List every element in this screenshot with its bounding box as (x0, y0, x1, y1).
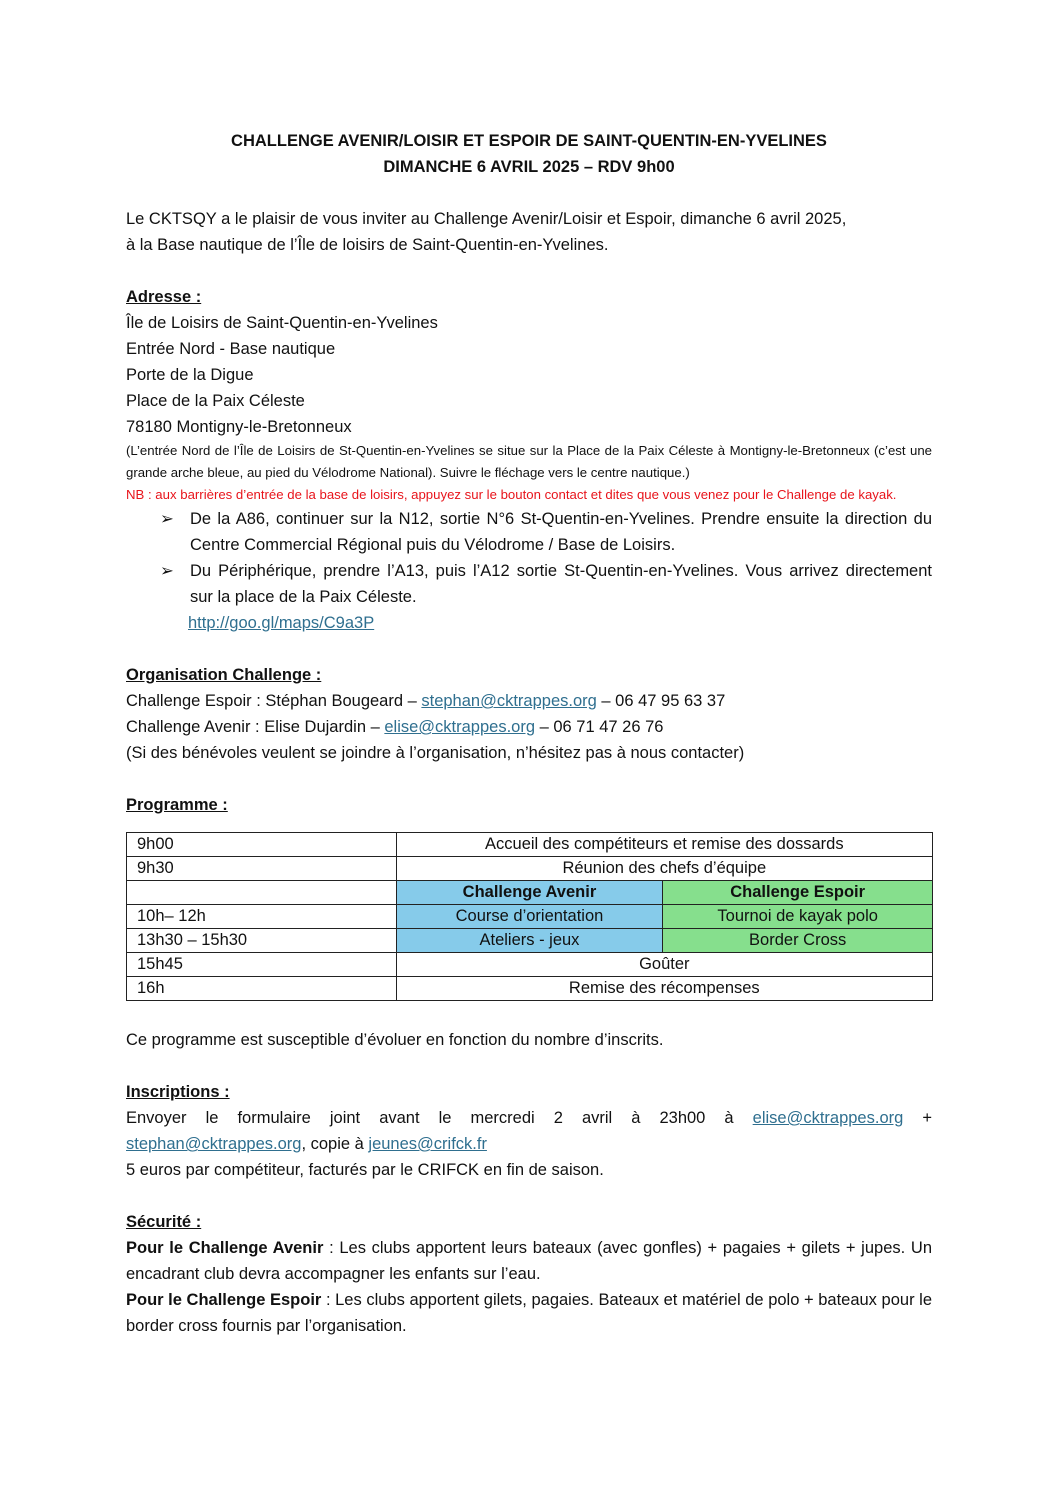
espoir-phone: – 06 47 95 63 37 (596, 692, 726, 710)
title-line-1: CHALLENGE AVENIR/LOISIR ET ESPOIR DE SAINT-QUENTIN-EN-YVELINES (231, 132, 827, 150)
inscriptions-heading: Inscriptions : (126, 1083, 230, 1101)
espoir-contact-label: Challenge Espoir : Stéphan Bougeard – (126, 692, 422, 710)
intro-line-2: à la Base nautique de l’Île de loisirs de Saint-Quentin-en-Yvelines. (126, 236, 609, 254)
time-cell (127, 881, 397, 905)
time-cell: 9h00 (127, 833, 397, 857)
table-row (127, 857, 933, 881)
espoir-cell: Border Cross (663, 929, 933, 953)
document-page (126, 128, 932, 1339)
table-row (127, 881, 933, 905)
activity-cell: Réunion des chefs d’équipe (396, 857, 932, 881)
espoir-header-cell: Challenge Espoir (663, 881, 933, 905)
table-row (127, 905, 933, 929)
address-note: (L’entrée Nord de l’Île de Loisirs de St-Quentin-en-Yvelines se situe sur la Place de la Paix Céleste à Montigny-le-Bretonneux (c’est une grande arche bleue, au pied du Vélodrome National). Suivre le fléchage vers le centre nautique.) (126, 443, 932, 480)
table-row (127, 929, 933, 953)
inscriptions-line-1 (126, 1105, 932, 1131)
stephan-email-link[interactable]: stephan@cktrappes.org (126, 1135, 302, 1153)
avenir-cell: Ateliers - jeux (396, 929, 663, 953)
inscriptions-text: Envoyer le formulaire joint avant le mercredi 2 avril à 23h00 à (126, 1109, 753, 1127)
direction-text: Du Périphérique, prendre l’A13, puis l’A12 sortie St-Quentin-en-Yvelines. Vous arrivez directement sur la place de la Paix Céleste. (190, 562, 932, 606)
avenir-header-cell: Challenge Avenir (396, 881, 663, 905)
time-cell: 13h30 – 15h30 (127, 929, 397, 953)
programme-heading: Programme : (126, 796, 228, 814)
inscriptions-line-2 (126, 1131, 932, 1157)
avenir-cell: Course d’orientation (396, 905, 663, 929)
address-line: Porte de la Digue (126, 366, 254, 384)
securite-avenir-label: Pour le Challenge Avenir (126, 1239, 324, 1257)
elise-email-link[interactable]: elise@cktrappes.org (752, 1109, 904, 1127)
directions-list (126, 506, 932, 610)
map-link[interactable]: http://goo.gl/maps/C9a3P (188, 614, 375, 632)
time-cell: 15h45 (127, 953, 397, 977)
securite-espoir-label: Pour le Challenge Espoir (126, 1291, 322, 1309)
direction-item (126, 506, 932, 558)
table-row (127, 833, 933, 857)
nb-warning: NB : aux barrières d’entrée de la base de loisirs, appuyez sur le bouton contact et dites que vous venez pour le Challenge de kayak. (126, 487, 897, 502)
avenir-contact-label: Challenge Avenir : Elise Dujardin – (126, 718, 385, 736)
avenir-phone: – 06 71 47 26 76 (535, 718, 664, 736)
organisation-espoir (126, 688, 932, 714)
securite-avenir (126, 1235, 932, 1287)
direction-text: De la A86, continuer sur la N12, sortie N°6 St-Quentin-en-Yvelines. Prendre ensuite la direction du Centre Commercial Régional puis du Vélodrome / Base de Loisirs. (190, 510, 932, 554)
espoir-cell: Tournoi de kayak polo (663, 905, 933, 929)
programme-note: Ce programme est susceptible d’évoluer en fonction du nombre d’inscrits. (126, 1031, 664, 1049)
table-row (127, 977, 933, 1001)
table-row (127, 953, 933, 977)
activity-cell: Accueil des compétiteurs et remise des dossards (396, 833, 932, 857)
securite-heading: Sécurité : (126, 1213, 202, 1231)
securite-espoir-text: : Les clubs apportent gilets, pagaies. Bateaux et matériel de polo + bateaux pour le border cross fournis par l’organisation. (126, 1291, 933, 1335)
address-line: Place de la Paix Céleste (126, 392, 305, 410)
time-cell: 10h– 12h (127, 905, 397, 929)
programme-table (126, 832, 933, 1001)
intro-line-1: Le CKTSQY a le plaisir de vous inviter au Challenge Avenir/Loisir et Espoir, dimanche 6 avril 2025, (126, 210, 847, 228)
activity-cell: Goûter (396, 953, 932, 977)
address-line: Entrée Nord - Base nautique (126, 340, 336, 358)
arrow-bullet-icon: ➢ (160, 510, 174, 528)
direction-item (126, 558, 932, 610)
espoir-email-link[interactable]: stephan@cktrappes.org (421, 692, 597, 710)
address-line: Île de Loisirs de Saint-Quentin-en-Yvelines (126, 314, 438, 332)
time-cell: 9h30 (127, 857, 397, 881)
time-cell: 16h (127, 977, 397, 1001)
address-line: 78180 Montigny-le-Bretonneux (126, 418, 352, 436)
fee-note: 5 euros par compétiteur, facturés par le CRIFCK en fin de saison. (126, 1161, 604, 1179)
copy-label: , copie à (301, 1135, 369, 1153)
title-line-2: DIMANCHE 6 AVRIL 2025 – RDV 9h00 (383, 158, 675, 176)
volunteers-note: (Si des bénévoles veulent se joindre à l’organisation, n’hésitez pas à nous contacter) (126, 744, 745, 762)
avenir-email-link[interactable]: elise@cktrappes.org (384, 718, 536, 736)
address-heading: Adresse : (126, 288, 202, 306)
securite-avenir-text: : Les clubs apportent leurs bateaux (avec gonfles) + pagaies + gilets + jupes. Un encadrant club devra accompagner les enfants sur l’eau. (126, 1239, 932, 1283)
organisation-heading: Organisation Challenge : (126, 666, 322, 684)
organisation-avenir (126, 714, 932, 740)
jeunes-email-link[interactable]: jeunes@crifck.fr (368, 1135, 487, 1153)
securite-espoir (126, 1287, 932, 1339)
plus-sign: + (903, 1109, 932, 1127)
arrow-bullet-icon: ➢ (160, 562, 174, 580)
activity-cell: Remise des récompenses (396, 977, 932, 1001)
